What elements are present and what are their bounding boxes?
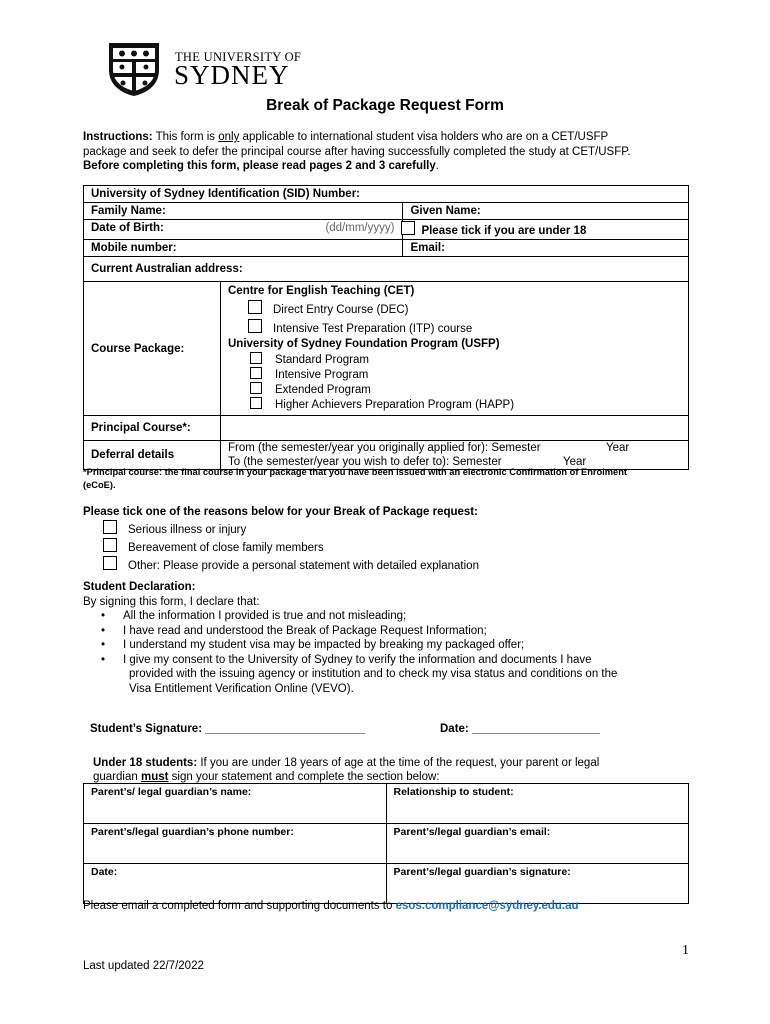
deferral-from-year: Year (606, 442, 630, 454)
declaration-item-2 (83, 624, 690, 639)
checkbox-happ[interactable] (250, 397, 262, 409)
email-link[interactable]: esos.compliance@sydney.edu.au (395, 900, 579, 912)
declaration-item-1-text: All the information I provided is true and not misleading; (123, 610, 407, 622)
option-standard-label: Standard Program (275, 354, 369, 366)
declaration-intro: By signing this form, I declare that: (83, 595, 260, 608)
university-logo (105, 40, 305, 100)
instructions-text-b: applicable to international student visa holders who are on a CET/USFP (239, 131, 609, 143)
declaration-item-3 (83, 638, 690, 653)
checkbox-dec[interactable] (248, 300, 262, 314)
declaration-item-2-text: I have read and understood the Break of Package Request Information; (123, 624, 487, 637)
deferral-from: From (the semester/year you originally applied for): Semester (228, 442, 541, 454)
declaration-item-3-text: I understand my student visa may be impacted by breaking my packaged offer; (123, 639, 525, 651)
course-package-label: Course Package: (84, 282, 221, 416)
under18-must: must (140, 771, 169, 783)
guardian-email-field[interactable]: Parent’s/legal guardian’s email: (386, 824, 689, 864)
deferral-to: To (the semester/year you wish to defer to): Semester (228, 455, 502, 468)
guardian-phone-field[interactable]: Parent’s/legal guardian’s phone number: (84, 824, 387, 864)
page-title: Break of Package Request Form (266, 97, 504, 114)
under18-checkbox[interactable] (401, 221, 415, 235)
page-number: 1 (682, 943, 689, 958)
course-package-options (221, 282, 689, 416)
checkbox-bereavement[interactable] (103, 538, 117, 552)
option-extended[interactable] (228, 382, 681, 397)
reasons-heading: Please tick one of the reasons below for your Break of Package request: (83, 506, 478, 518)
under18-heading: Under 18 students: (93, 757, 198, 769)
dob-label: Date of Birth: (91, 222, 164, 234)
bullet-2: • (100, 624, 106, 637)
instructions-line2: package and seek to defer the principal course after having successfully completed the study at CET/USFP. (83, 145, 631, 158)
option-extended-label: Extended Program (275, 384, 371, 396)
reason-other[interactable] (83, 556, 703, 574)
checkbox-standard[interactable] (250, 352, 262, 364)
under18-label: Please tick if you are under 18 (421, 225, 587, 237)
dob-field[interactable] (84, 220, 403, 240)
option-dec[interactable] (228, 300, 681, 317)
address-field[interactable]: Current Australian address: (84, 257, 689, 282)
option-happ-label: Higher Achievers Preparation Program (HAPP) (275, 399, 515, 411)
declaration-item-4 (83, 653, 690, 668)
footnote (83, 466, 703, 491)
bullet-3: • (100, 639, 106, 651)
crest-icon (105, 40, 163, 98)
guardian-table (83, 783, 689, 904)
principal-course-label: Principal Course*: (84, 416, 221, 441)
deferral-to-year: Year (563, 455, 587, 468)
instructions-only: only (218, 131, 240, 143)
under18-field[interactable] (403, 220, 689, 240)
guardian-name-field[interactable]: Parent’s/ legal guardian’s name: (84, 784, 387, 824)
checkbox-other[interactable] (103, 556, 117, 570)
deferral-label: Deferral details (84, 441, 221, 470)
checkbox-extended[interactable] (250, 382, 262, 394)
last-updated: Last updated 22/7/2022 (83, 960, 204, 972)
option-itp[interactable] (228, 319, 681, 336)
email-field[interactable]: Email: (403, 240, 689, 257)
option-itp-label: Intensive Test Preparation (ITP) course (273, 323, 473, 335)
option-intensive-label: Intensive Program (275, 369, 369, 381)
guardian-relationship-field[interactable]: Relationship to student: (386, 784, 689, 824)
instructions-line3: Before completing this form, please read pages 2 and 3 carefully (83, 160, 436, 172)
guardian-signature-field[interactable]: Parent’s/legal guardian’s signature: (386, 864, 689, 904)
option-intensive[interactable] (228, 367, 681, 382)
logo-line2: SYDNEY (174, 60, 290, 90)
student-signature[interactable]: Student’s Signature: _________________________ (90, 723, 366, 735)
under18-line2-a: guardian (93, 771, 141, 783)
checkbox-intensive[interactable] (250, 367, 262, 379)
instructions-label: Instructions: (83, 131, 153, 143)
sid-field[interactable]: University of Sydney Identification (SID) Number: (84, 186, 689, 203)
bullet-1: • (100, 610, 106, 622)
family-name-field[interactable]: Family Name: (84, 203, 403, 220)
instructions-line3-end: . (435, 160, 439, 172)
email-instruction-text: Please email a completed form and supporting documents to (83, 900, 396, 912)
declaration-item-4-line2: provided with the issuing agency or institution and to check my visa status and conditions on the (129, 668, 618, 680)
option-standard[interactable] (228, 352, 681, 367)
guardian-date-field[interactable]: Date: (84, 864, 387, 904)
reason-other-label: Other: Please provide a personal statement with detailed explanation (128, 560, 479, 572)
given-name-field[interactable]: Given Name: (403, 203, 689, 220)
reason-illness-label: Serious illness or injury (128, 524, 247, 536)
instructions-text-a: This form is (152, 131, 219, 143)
under18-section (93, 756, 690, 784)
student-date[interactable]: Date: ____________________ (440, 723, 600, 735)
reasons-section (83, 504, 703, 574)
checkbox-itp[interactable] (248, 319, 262, 333)
instructions (83, 130, 703, 174)
footnote-line1: *Principal course: the final course in your package that you have been issued with an electronic Confirmation of Enrolment (83, 467, 627, 477)
under18-text: If you are under 18 years of age at the time of the request, your parent or legal (197, 757, 600, 769)
option-dec-label: Direct Entry Course (DEC) (273, 304, 409, 316)
email-instruction (83, 900, 579, 912)
footnote-line2: (eCoE). (83, 479, 116, 490)
bullet-4: • (100, 653, 106, 666)
declaration-heading: Student Declaration: (83, 581, 196, 593)
reason-illness[interactable] (83, 520, 703, 538)
usfp-heading: University of Sydney Foundation Program (USFP) (228, 338, 500, 350)
mobile-field[interactable]: Mobile number: (84, 240, 403, 257)
cet-heading: Centre for English Teaching (CET) (228, 285, 415, 297)
logo-line1: THE UNIVERSITY OF (175, 50, 302, 64)
dob-hint: (dd/mm/yyyy) (325, 222, 395, 234)
principal-course-field[interactable] (221, 416, 689, 441)
declaration-item-4-text: I give my consent to the University of Sydney to verify the information and documents I have (123, 653, 592, 666)
under18-line2-b: sign your statement and complete the section below: (168, 771, 440, 783)
student-details-table (83, 185, 689, 470)
declaration-section (83, 580, 690, 696)
option-happ[interactable] (228, 397, 681, 412)
declaration-item-4-line3: Visa Entitlement Verification Online (VEVO). (129, 682, 354, 695)
declaration-item-1 (83, 609, 690, 624)
reason-bereavement-label: Bereavement of close family members (128, 542, 324, 554)
checkbox-illness[interactable] (103, 520, 117, 534)
reason-bereavement[interactable] (83, 538, 703, 556)
